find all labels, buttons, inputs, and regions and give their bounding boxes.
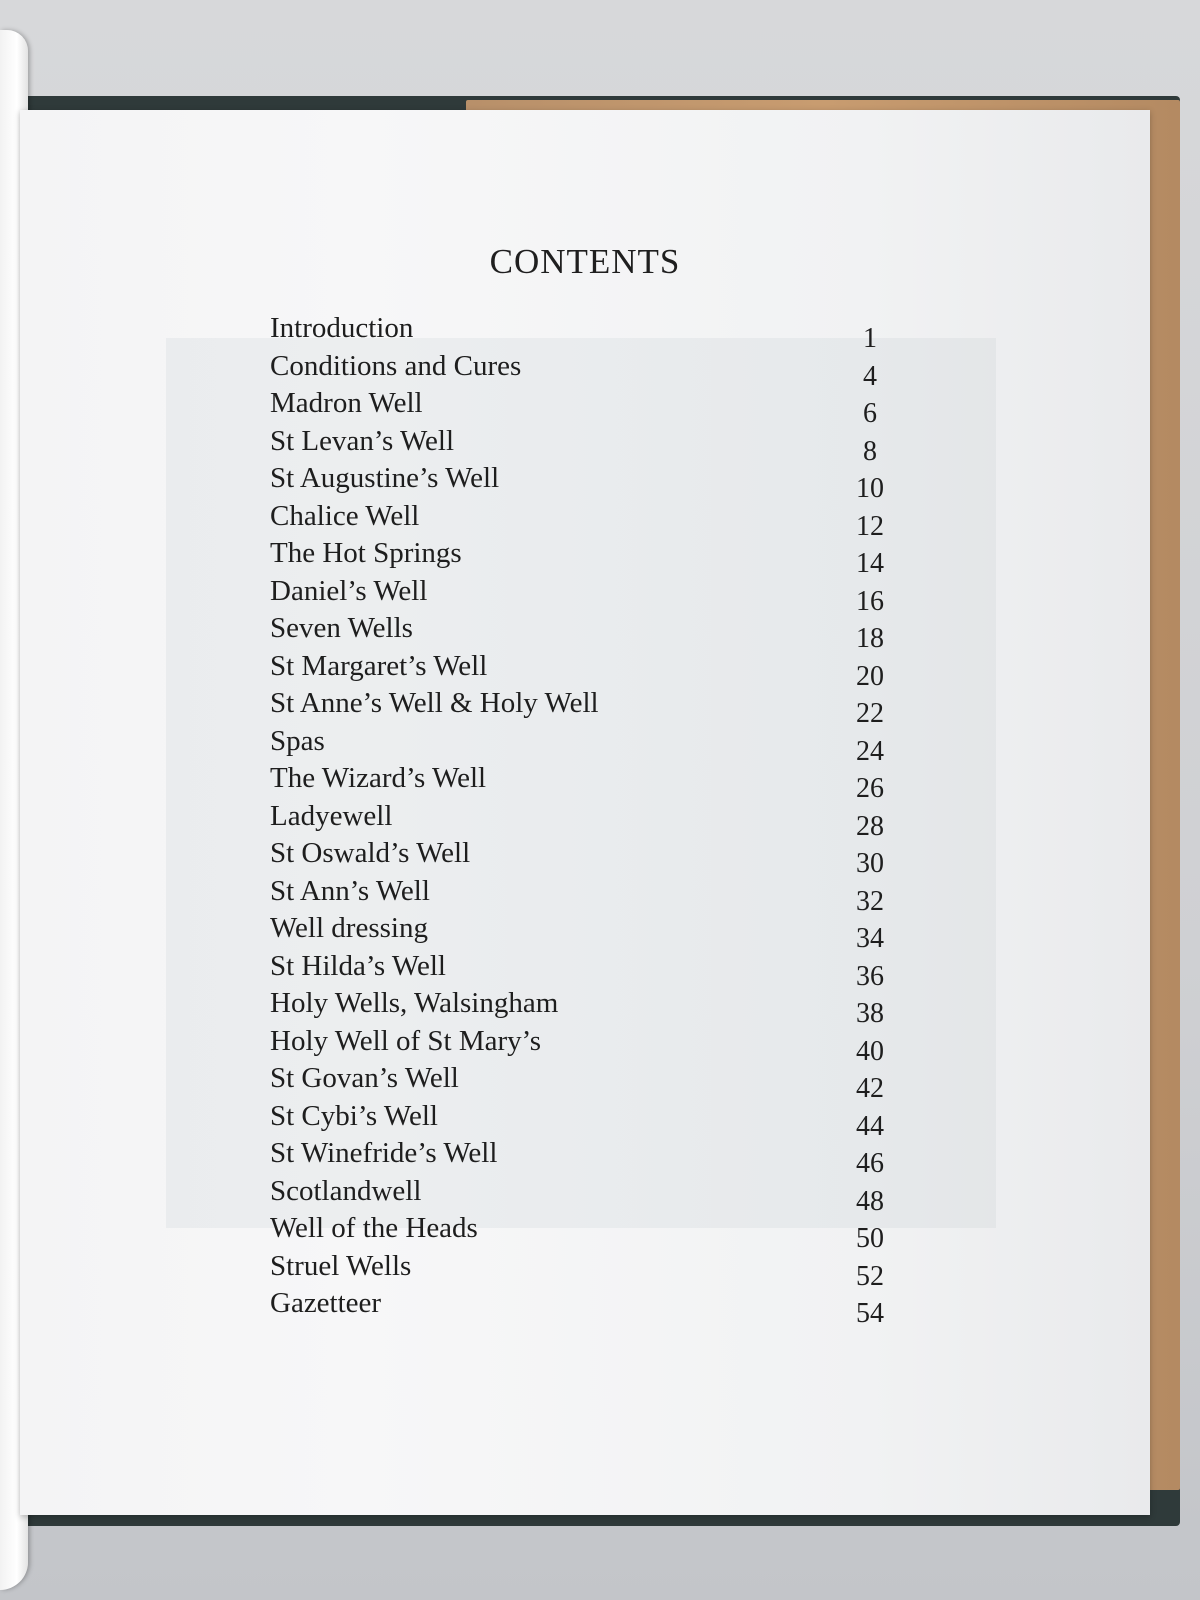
toc-entry-title: Gazetteer bbox=[270, 1287, 382, 1319]
toc-entry bbox=[270, 1023, 910, 1067]
toc-entry-page-number: 48 bbox=[856, 1185, 884, 1217]
toc-entry-title: St Anne’s Well & Holy Well bbox=[270, 687, 599, 719]
toc-entry bbox=[270, 310, 910, 354]
toc-entry-page-number: 22 bbox=[856, 698, 884, 729]
toc-entry-page-number: 54 bbox=[856, 1298, 884, 1329]
contents-page bbox=[20, 110, 1150, 1515]
toc-entry bbox=[270, 535, 910, 579]
toc-entry bbox=[270, 835, 910, 879]
toc-entry-title: Introduction bbox=[270, 312, 414, 344]
toc-entry-title: Holy Wells, Walsingham bbox=[270, 987, 559, 1019]
toc-entry bbox=[270, 573, 910, 617]
toc-entry-title: Madron Well bbox=[270, 387, 423, 419]
toc-entry bbox=[270, 1248, 910, 1292]
toc-entry-page-number: 44 bbox=[856, 1110, 884, 1142]
page-title: CONTENTS bbox=[489, 242, 681, 281]
toc-entry-title: St Margaret’s Well bbox=[270, 649, 488, 682]
toc-entry-title: Ladyewell bbox=[270, 799, 393, 832]
toc-entry bbox=[270, 873, 910, 917]
toc-entry-page-number: 12 bbox=[856, 510, 884, 542]
toc-entry-title: St Augustine’s Well bbox=[270, 462, 500, 494]
toc-entry bbox=[270, 1285, 910, 1329]
toc-entry bbox=[270, 498, 910, 542]
toc-entry-page-number: 46 bbox=[856, 1148, 884, 1179]
toc-entry-title: Well dressing bbox=[270, 912, 428, 944]
toc-entry bbox=[270, 1060, 910, 1104]
toc-entry-page-number: 4 bbox=[863, 360, 877, 392]
toc-entry bbox=[270, 985, 910, 1029]
toc-entry bbox=[270, 385, 910, 429]
toc-entry-page-number: 24 bbox=[856, 735, 884, 767]
toc-entry-page-number: 1 bbox=[863, 323, 877, 354]
toc-entry bbox=[270, 648, 910, 692]
toc-entry-page-number: 34 bbox=[856, 923, 884, 954]
toc-entry bbox=[270, 798, 910, 842]
toc-entry-page-number: 18 bbox=[856, 623, 884, 654]
toc-entry-page-number: 6 bbox=[863, 398, 877, 429]
toc-entry bbox=[270, 685, 910, 729]
toc-entry-title: St Ann’s Well bbox=[270, 874, 430, 907]
toc-entry bbox=[270, 948, 910, 992]
toc-entry-title: Spas bbox=[270, 724, 325, 757]
toc-entry bbox=[270, 460, 910, 504]
toc-entry bbox=[270, 348, 910, 392]
toc-entry-page-number: 20 bbox=[856, 660, 884, 692]
toc-entry-title: Daniel’s Well bbox=[270, 574, 428, 607]
toc-entry-title: Seven Wells bbox=[270, 612, 413, 644]
toc-entry-title: St Cybi’s Well bbox=[270, 1099, 438, 1132]
toc-entry bbox=[270, 1173, 910, 1217]
toc-entry-title: Conditions and Cures bbox=[270, 349, 522, 382]
toc-entry-title: St Hilda’s Well bbox=[270, 949, 446, 982]
toc-entry-page-number: 10 bbox=[856, 473, 884, 504]
toc-entry-title: Chalice Well bbox=[270, 499, 420, 532]
toc-entry-page-number: 40 bbox=[856, 1035, 884, 1067]
toc-entry-page-number: 14 bbox=[856, 548, 884, 579]
toc-entry-title: St Oswald’s Well bbox=[270, 837, 471, 869]
toc-entry bbox=[270, 423, 910, 467]
toc-entry bbox=[270, 910, 910, 954]
table-of-contents bbox=[270, 310, 910, 1329]
toc-entry-title: Holy Well of St Mary’s bbox=[270, 1024, 542, 1057]
toc-entry-title: Scotlandwell bbox=[270, 1174, 422, 1207]
toc-entry bbox=[270, 1210, 910, 1254]
toc-entry-page-number: 16 bbox=[856, 585, 884, 617]
toc-entry-page-number: 36 bbox=[856, 960, 884, 992]
toc-entry-title: Well of the Heads bbox=[270, 1212, 478, 1244]
toc-entry-page-number: 32 bbox=[856, 885, 884, 917]
toc-entry bbox=[270, 1135, 910, 1179]
toc-entry-page-number: 52 bbox=[856, 1260, 884, 1292]
toc-entry-page-number: 8 bbox=[863, 435, 877, 467]
toc-entry-title: The Wizard’s Well bbox=[270, 762, 487, 794]
toc-entry bbox=[270, 760, 910, 804]
toc-entry-title: St Winefride’s Well bbox=[270, 1137, 498, 1169]
toc-entry-title: The Hot Springs bbox=[270, 537, 462, 569]
toc-entry-page-number: 30 bbox=[856, 848, 884, 879]
toc-entry-page-number: 50 bbox=[856, 1223, 884, 1254]
toc-entry-title: St Govan’s Well bbox=[270, 1062, 459, 1094]
toc-entry-title: Struel Wells bbox=[270, 1249, 412, 1282]
toc-entry-page-number: 26 bbox=[856, 773, 884, 804]
toc-entry bbox=[270, 1098, 910, 1142]
toc-entry-page-number: 38 bbox=[856, 998, 884, 1029]
toc-entry-title: St Levan’s Well bbox=[270, 424, 454, 457]
toc-entry-page-number: 42 bbox=[856, 1073, 884, 1104]
toc-entry-page-number: 28 bbox=[856, 810, 884, 842]
toc-entry bbox=[270, 610, 910, 654]
toc-entry bbox=[270, 723, 910, 767]
